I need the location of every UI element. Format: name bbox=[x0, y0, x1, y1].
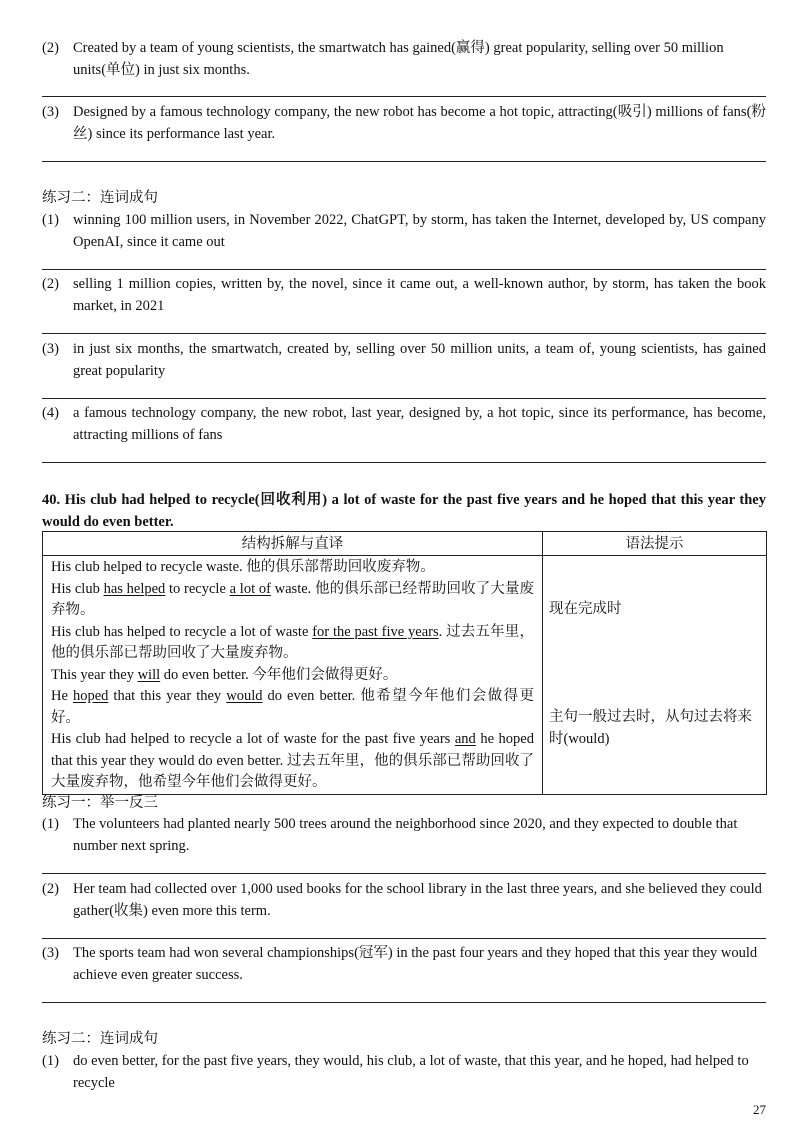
item-text: a famous technology company, the new robot, last year, designed by, a hot topic, since its performance, has become, attracting millions of fans bbox=[73, 405, 766, 443]
item-text: selling 1 million copies, written by, the novel, since it came out, a well-known author, by storm, has taken the book market, in 2021 bbox=[73, 276, 766, 314]
item-number: (4) bbox=[42, 405, 59, 421]
item-number: (2) bbox=[42, 881, 59, 897]
underlined-phrase: hoped bbox=[72, 688, 109, 704]
answer-line bbox=[42, 96, 766, 97]
item-text: Designed by a famous technology company, the new robot has become a hot topic, attracting(吸引) millions of fans(粉丝) since its performance last year. bbox=[73, 104, 766, 142]
breakdown-line-1: His club helped to recycle waste. 他的俱乐部帮助回收废弃物。 bbox=[51, 559, 435, 575]
underlined-phrase: and bbox=[454, 731, 476, 747]
breakdown-line-4: This year they will do even better. 今年他们会做得更好。 bbox=[51, 666, 398, 683]
answer-line bbox=[42, 269, 766, 270]
page-number: 27 bbox=[753, 1102, 766, 1117]
answer-line bbox=[42, 333, 766, 334]
item-number: (3) bbox=[42, 341, 59, 357]
item-text: The volunteers had planted nearly 500 trees around the neighborhood since 2020, and they expected to double that number next spring. bbox=[73, 816, 738, 854]
exercise-title: 练习二：连词成句 bbox=[42, 1031, 158, 1047]
underlined-phrase: will bbox=[137, 666, 161, 683]
answer-line bbox=[42, 873, 766, 874]
breakdown-line-2: His club has helped to recycle a lot of waste. 他的俱乐部已经帮助回收了大量废弃物。 bbox=[51, 580, 535, 618]
answer-line bbox=[42, 398, 766, 399]
practice-item-2 bbox=[42, 878, 766, 922]
word-order-item-1 bbox=[42, 209, 766, 253]
answer-line bbox=[42, 161, 766, 162]
item-text: do even better, for the past five years, they would, his club, a lot of waste, that this year, and he hoped, had helped to recycle bbox=[73, 1053, 749, 1091]
breakdown-line-3: His club has helped to recycle a lot of waste for the past five years. 过去五年里，他的俱乐部已帮助回收了大量废弃物。 bbox=[51, 623, 535, 661]
answer-line bbox=[42, 462, 766, 463]
practice-item-2 bbox=[42, 37, 766, 81]
answer-line bbox=[42, 1002, 766, 1003]
analysis-table bbox=[42, 531, 767, 795]
breakdown-line-5: He hoped that this year they would do even better. 他希望今年他们会做得更好。 bbox=[51, 688, 535, 726]
grammar-tip-2: 主句一般过去时，从句过去将来时(would) bbox=[549, 709, 752, 747]
practice-item-1 bbox=[42, 813, 766, 857]
breakdown-line-6: His club had helped to recycle a lot of waste for the past five years and he hoped that this year they would do even better. 过去五年里，他的俱乐部已帮助回收了大量废弃物，他希望今年他们会做得更好。 bbox=[51, 731, 534, 790]
word-order-item-2 bbox=[42, 273, 766, 317]
word-order-item-1 bbox=[42, 1050, 766, 1094]
item-text: Her team had collected over 1,000 used books for the school library in the last three years, and she believed they could gather(收集) even more this term. bbox=[73, 881, 762, 919]
grammar-tip-1: 现在完成时 bbox=[549, 601, 622, 617]
item-number: (1) bbox=[42, 816, 59, 832]
table-header-structure: 结构拆解与直译 bbox=[43, 532, 543, 556]
item-number: (2) bbox=[42, 40, 59, 56]
item-number: (3) bbox=[42, 104, 59, 120]
item-text: in just six months, the smartwatch, created by, selling over 50 million units, a team of, young scientists, has gained great popularity bbox=[73, 341, 766, 379]
question-heading: 40. His club had helped to recycle(回收利用) a lot of waste for the past five years and he hoped that this year they would do even better. bbox=[42, 492, 766, 530]
table-header-grammar: 语法提示 bbox=[543, 532, 767, 556]
answer-line bbox=[42, 938, 766, 939]
exercise-title: 练习二：连词成句 bbox=[42, 190, 158, 206]
item-number: (2) bbox=[42, 276, 59, 292]
underlined-phrase: would bbox=[226, 688, 263, 704]
underlined-phrase: a lot of bbox=[229, 580, 271, 597]
item-number: (1) bbox=[42, 212, 59, 228]
underlined-phrase: for the past five years bbox=[312, 623, 439, 640]
grammar-cell bbox=[543, 556, 767, 795]
table-header-row bbox=[43, 532, 767, 556]
structure-cell bbox=[43, 556, 543, 795]
item-number: (1) bbox=[42, 1053, 59, 1069]
item-text: The sports team had won several championships(冠军) in the past four years and they hoped that this year they would achieve even greater success. bbox=[73, 945, 758, 983]
exercise-title: 练习一：举一反三 bbox=[42, 795, 158, 811]
table-body-row bbox=[43, 556, 767, 795]
item-text: Created by a team of young scientists, the smartwatch has gained(赢得) great popularity, selling over 50 million units(单位) in just six months. bbox=[73, 40, 724, 78]
word-order-item-3 bbox=[42, 338, 766, 382]
word-order-item-4 bbox=[42, 402, 766, 446]
item-text: winning 100 million users, in November 2022, ChatGPT, by storm, has taken the Internet, developed by, US company OpenAI, since it came out bbox=[73, 212, 766, 250]
practice-item-3 bbox=[42, 942, 766, 986]
practice-item-3 bbox=[42, 101, 766, 145]
underlined-phrase: has helped bbox=[103, 580, 166, 597]
item-number: (3) bbox=[42, 945, 59, 961]
